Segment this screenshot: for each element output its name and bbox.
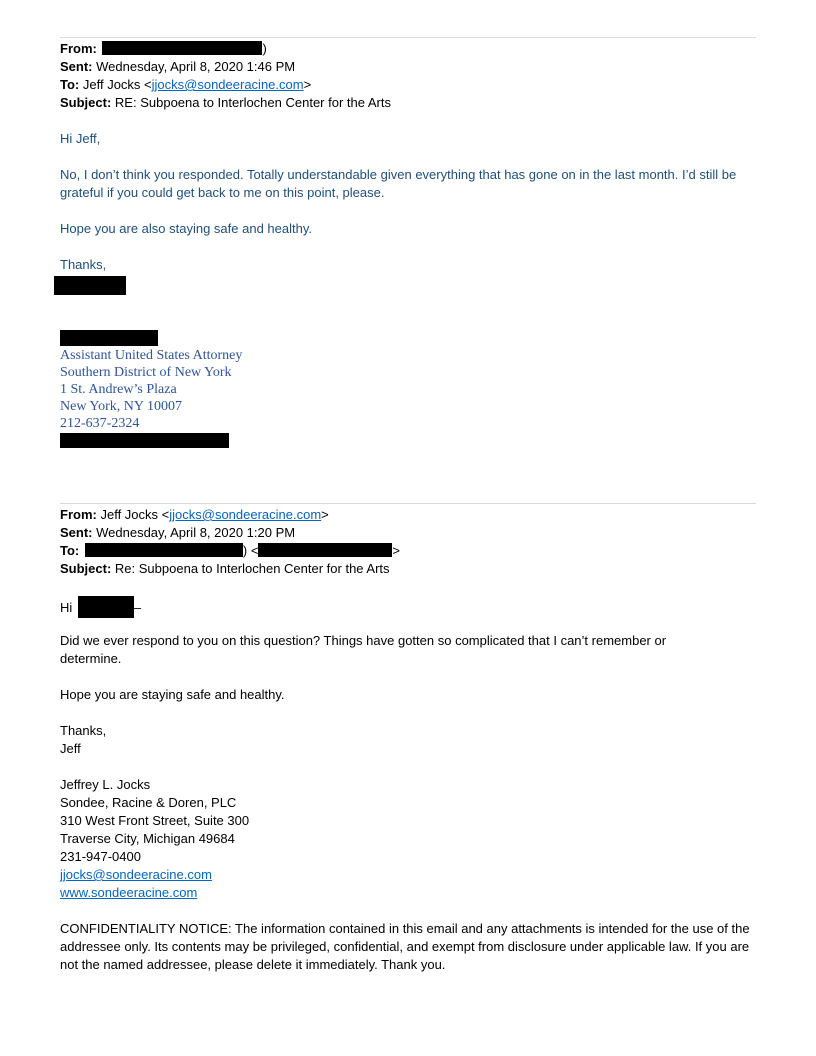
signature-website-link[interactable]: www.sondeeracine.com <box>60 885 198 900</box>
subject-value: Re: Subpoena to Interlochen Center for the Arts <box>114 561 390 576</box>
to-label: To: <box>60 77 80 92</box>
signature-address-2: Traverse City, Michigan 49684 <box>60 831 235 846</box>
from-email-link[interactable]: jjocks@sondeeracine.com <box>169 507 322 522</box>
confidentiality-notice: CONFIDENTIALITY NOTICE: The information contained in this email and any attachments is intended for the use of the addressee only. Its contents may be privileged, confidential, and exempt from disclosure under applicable law. If you are not the named addressee, please delete it immediately. Thank you. <box>60 921 750 972</box>
from-close: > <box>321 507 329 522</box>
signature-title: Assistant United States Attorney <box>60 348 243 363</box>
sent-label: Sent: <box>60 525 93 540</box>
to-line <box>60 542 400 560</box>
body-paragraph: No, I don’t think you responded. Totally understandable given everything that has gone on in the last month. I’d still be grateful if you could get back to me on this point, please. <box>60 167 737 200</box>
signature-name: Jeffrey L. Jocks <box>60 777 151 792</box>
greeting <box>60 596 141 618</box>
signature-office: Southern District of New York <box>60 365 232 380</box>
closing-name: Jeff <box>60 741 81 756</box>
to-close: > <box>392 543 401 558</box>
body-paragraph-2: Hope you are staying safe and healthy. <box>60 687 285 702</box>
header-divider <box>60 37 756 38</box>
signature-phone: 231-947-0400 <box>60 849 141 864</box>
sent-value: Wednesday, April 8, 2020 1:20 PM <box>96 525 296 540</box>
sent-line <box>60 58 295 76</box>
header-divider <box>60 503 756 504</box>
signature-firm: Sondee, Racine & Doren, PLC <box>60 795 237 810</box>
redaction-block <box>78 596 134 618</box>
subject-label: Subject: <box>60 561 112 576</box>
signature-address-1: 310 West Front Street, Suite 300 <box>60 813 250 828</box>
to-mid: ) < <box>242 543 259 558</box>
redaction-block <box>85 543 243 557</box>
from-name: Jeff Jocks < <box>100 507 170 522</box>
redaction-block <box>258 543 392 557</box>
greeting-text: Hi <box>60 600 73 615</box>
from-label: From: <box>60 507 97 522</box>
from-tail: ) <box>262 41 267 56</box>
redaction-block <box>54 276 126 295</box>
signature-address-2: New York, NY 10007 <box>60 399 182 414</box>
sent-line <box>60 524 295 542</box>
to-email-link[interactable]: jjocks@sondeeracine.com <box>151 77 304 92</box>
from-line <box>60 506 329 524</box>
signature-phone: 212-637-2324 <box>60 416 140 431</box>
closing: Thanks, <box>60 723 107 738</box>
subject-line <box>60 94 391 112</box>
from-label: From: <box>60 41 97 56</box>
subject-label: Subject: <box>60 95 112 110</box>
body-paragraph-2: Hope you are also staying safe and healthy. <box>60 221 312 236</box>
to-name: Jeff Jocks < <box>82 77 152 92</box>
greeting: Hi Jeff, <box>60 131 101 146</box>
redaction-block <box>102 41 262 55</box>
signature-address-1: 1 St. Andrew’s Plaza <box>60 382 177 397</box>
subject-value: RE: Subpoena to Interlochen Center for the Arts <box>114 95 391 110</box>
sent-value: Wednesday, April 8, 2020 1:46 PM <box>96 59 296 74</box>
closing: Thanks, <box>60 257 107 272</box>
to-line <box>60 76 311 94</box>
subject-line <box>60 560 390 578</box>
sent-label: Sent: <box>60 59 93 74</box>
signature-email-link[interactable]: jjocks@sondeeracine.com <box>60 867 212 882</box>
greeting-dash: – <box>133 600 142 615</box>
from-line <box>60 40 267 58</box>
to-label: To: <box>60 543 80 558</box>
redaction-block <box>60 330 158 346</box>
body-paragraph: Did we ever respond to you on this question? Things have gotten so complicated that I can’t remember or determine. <box>60 633 667 666</box>
to-close: > <box>303 77 312 92</box>
redaction-block <box>60 433 229 448</box>
